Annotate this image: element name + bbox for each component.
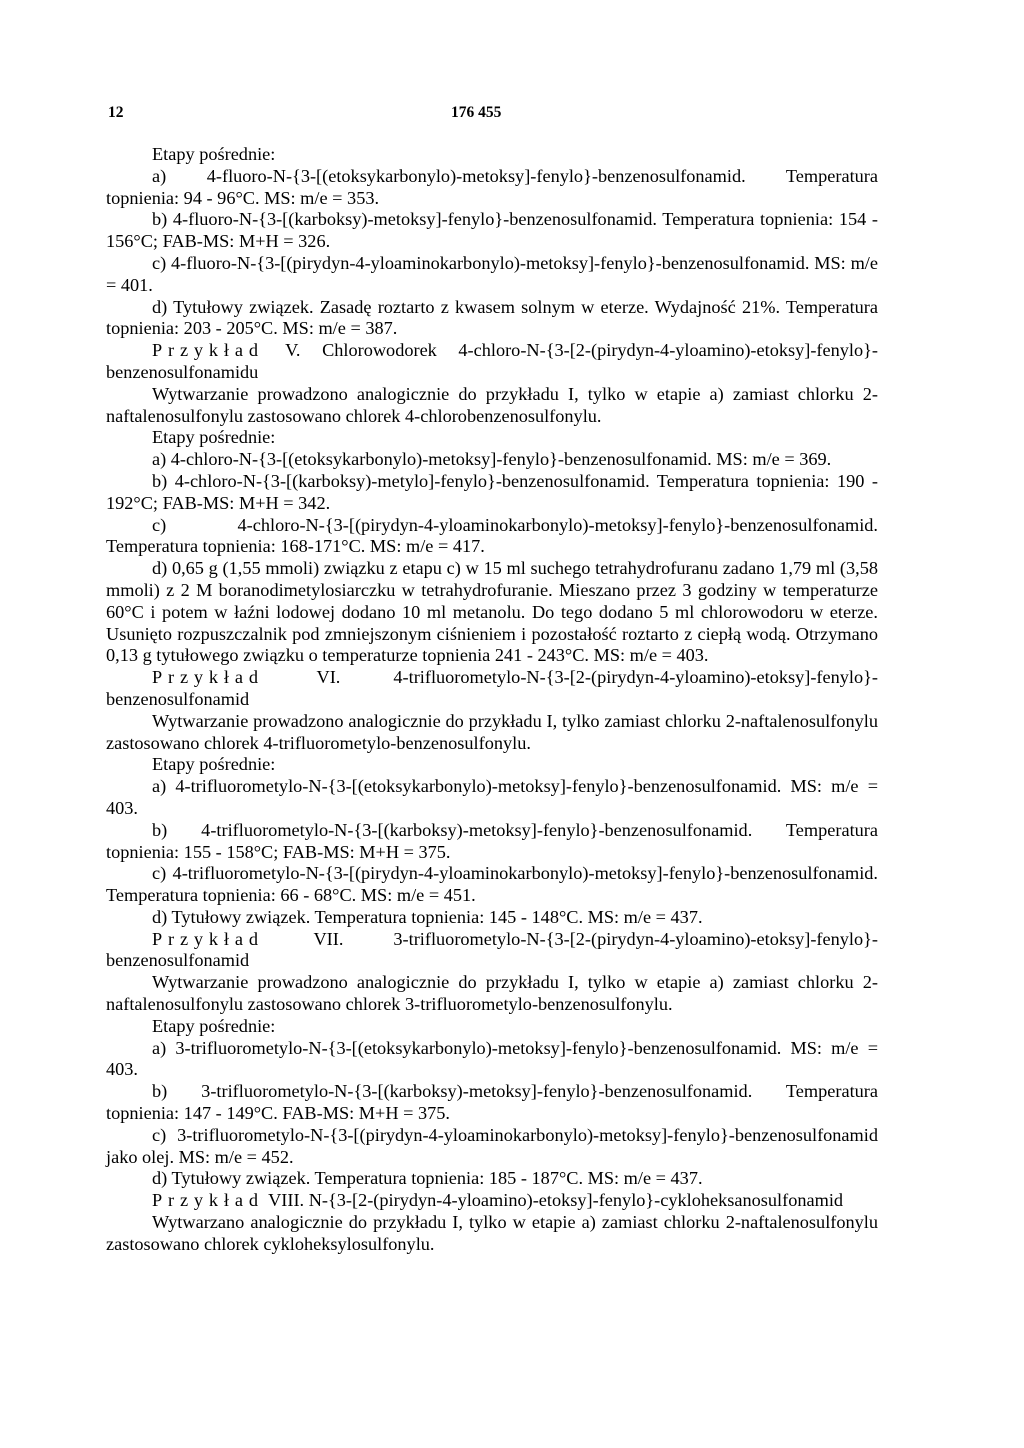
paragraph-text: Etapy pośrednie: <box>152 144 276 164</box>
paragraph <box>106 253 878 297</box>
paragraph-text: b) 3-trifluorometylo-N-{3-[(karboksy)-metoksy]-fenylo}-benzenosulfonamid. Temperatura topnienia: 147 - 149°C. FAB-MS: M+H = 375. <box>106 1081 878 1124</box>
paragraph-text: d) 0,65 g (1,55 mmoli) związku z etapu c) w 15 ml suchego tetrahydrofuranu zadano 1,79 ml (3,58 mmoli) z 2 M boranodimetylosiarczku w tetrahydrofuranie. Mieszano przez 3 godziny w temperaturze 60°C i potem w łaźni lodowej dodano 10 ml metanolu. Do tego dodano 5 ml chlorowodoru w eterze. Usunięto rozpuszczalnik pod zmniejszonym ciśnieniem i pozostałość roztarto z ciepłą wodą. Otrzymano 0,13 g tytułowego związku o temperaturze topnienia 241 - 243°C. MS: m/e = 403. <box>106 558 878 666</box>
example-label: Przykład <box>152 340 264 361</box>
paragraph-text: Etapy pośrednie: <box>152 1015 276 1036</box>
paragraph <box>106 471 878 515</box>
paragraph <box>106 1081 878 1125</box>
patent-number: 176 455 <box>451 104 502 121</box>
example-label: Przykład <box>152 928 264 949</box>
paragraph-text: Etapy pośrednie: <box>152 427 276 448</box>
paragraph-text: b) 4-trifluorometylo-N-{3-[(karboksy)-metoksy]-fenylo}-benzenosulfonamid. Temperatura topnienia: 155 - 158°C; FAB-MS: M+H = 375. <box>106 819 878 862</box>
paragraph <box>106 1125 878 1169</box>
paragraph <box>106 711 878 755</box>
paragraph-text: VII. 3-trifluorometylo-N-{3-[2-(pirydyn-4-yloamino)-etoksy]-fenylo}-benzenosulfonamid <box>106 928 878 971</box>
paragraph-text: Etapy pośrednie: <box>152 754 276 775</box>
paragraph-text: c) 4-chloro-N-{3-[(pirydyn-4-yloaminokarbonylo)-metoksy]-fenylo}-benzenosulfonamid. Temperatura topnienia: 168-171°C. MS: m/e = 417. <box>106 514 878 557</box>
paragraph-text: c) 3-trifluorometylo-N-{3-[(pirydyn-4-yloaminokarbonylo)-metoksy]-fenylo}-benzenosulfonamid jako olej. MS: m/e = 452. <box>106 1124 878 1167</box>
paragraph <box>106 297 878 341</box>
paragraph-text: a) 3-trifluorometylo-N-{3-[(etoksykarbonylo)-metoksy]-fenylo}-benzenosulfonamid. MS: m/e = 403. <box>106 1037 878 1080</box>
paragraph-text: d) Tytułowy związek. Temperatura topnienia: 185 - 187°C. MS: m/e = 437. <box>152 1168 703 1189</box>
document-body <box>106 144 878 1256</box>
paragraph-text: Wytwarzanie prowadzono analogicznie do przykładu I, tylko w etapie a) zamiast chlorku 2-naftalenosulfonylu zastosowano chlorek 4-chlorobenzenosulfonylu. <box>106 383 878 426</box>
paragraph <box>106 754 878 776</box>
paragraph <box>106 776 878 820</box>
example-heading-paragraph <box>106 1190 878 1212</box>
paragraph-text: c) 4-trifluorometylo-N-{3-[(pirydyn-4-yloaminokarbonylo)-metoksy]-fenylo}-benzenosulfonamid. Temperatura topnienia: 66 - 68°C. MS: m/e = 451. <box>106 863 878 906</box>
paragraph <box>106 1168 878 1190</box>
paragraph <box>106 1038 878 1082</box>
paragraph <box>106 1016 878 1038</box>
example-heading-paragraph <box>106 340 878 384</box>
paragraph <box>106 863 878 907</box>
paragraph-text: VIII. N-{3-[2-(pirydyn-4-yloamino)-etoksy]-fenylo}-cykloheksanosulfonamid <box>263 1190 844 1211</box>
paragraph-text: Wytwarzano analogicznie do przykładu I, tylko w etapie a) zamiast chlorku 2-naftalenosulfonylu zastosowano chlorek cykloheksylosulfonylu. <box>106 1212 878 1254</box>
page-number: 12 <box>108 104 124 121</box>
paragraph-text: b) 4-chloro-N-{3-[(karboksy)-metylo]-fenylo}-benzenosulfonamid. Temperatura topnienia: 190 - 192°C; FAB-MS: M+H = 342. <box>106 470 878 513</box>
paragraph-text: d) Tytułowy związek. Temperatura topnienia: 145 - 148°C. MS: m/e = 437. <box>152 906 703 927</box>
paragraph <box>106 449 878 471</box>
paragraph-text: Wytwarzanie prowadzono analogicznie do przykładu I, tylko zamiast chlorku 2-naftalenosulfonylu zastosowano chlorek 4-trifluorometylo-benzenosulfonylu. <box>106 710 878 753</box>
paragraph-text: VI. 4-trifluorometylo-N-{3-[2-(pirydyn-4-yloamino)-etoksy]-fenylo}-benzenosulfonamid <box>106 667 878 709</box>
paragraph <box>106 515 878 559</box>
paragraph <box>106 972 878 1016</box>
paragraph <box>106 166 878 210</box>
paragraph-text: V. Chlorowodorek 4-chloro-N-{3-[2-(pirydyn-4-yloamino)-etoksy]-fenylo}-benzenosulfonamidu <box>106 340 878 382</box>
paragraph-text: c) 4-fluoro-N-{3-[(pirydyn-4-yloaminokarbonylo)-metoksy]-fenylo}-benzenosulfonamid. MS: m/e = 401. <box>106 252 878 295</box>
example-label: Przykład <box>152 667 264 688</box>
paragraph <box>106 558 878 667</box>
paragraph <box>106 907 878 929</box>
paragraph <box>106 1212 878 1256</box>
paragraph <box>106 427 878 449</box>
paragraph-text: d) Tytułowy związek. Zasadę roztarto z kwasem solnym w eterze. Wydajność 21%. Temperatura topnienia: 203 - 205°C. MS: m/e = 387. <box>106 296 878 339</box>
paragraph-text: a) 4-fluoro-N-{3-[(etoksykarbonylo)-metoksy]-fenylo}-benzenosulfonamid. Temperatura topnienia: 94 - 96°C. MS: m/e = 353. <box>106 165 878 208</box>
paragraph <box>106 384 878 428</box>
paragraph-text: a) 4-trifluorometylo-N-{3-[(etoksykarbonylo)-metoksy]-fenylo}-benzenosulfonamid. MS: m/e = 403. <box>106 776 878 818</box>
paragraph <box>106 820 878 864</box>
paragraph-text: Wytwarzanie prowadzono analogicznie do przykładu I, tylko w etapie a) zamiast chlorku 2-naftalenosulfonylu zastosowano chlorek 3-trifluorometylo-benzenosulfonylu. <box>106 972 878 1015</box>
example-heading-paragraph <box>106 667 878 711</box>
page-header <box>108 104 880 126</box>
paragraph-text: b) 4-fluoro-N-{3-[(karboksy)-metoksy]-fenylo}-benzenosulfonamid. Temperatura topnienia: 154 - 156°C; FAB-MS: M+H = 326. <box>106 209 878 252</box>
example-heading-paragraph <box>106 929 878 973</box>
paragraph-text: a) 4-chloro-N-{3-[(etoksykarbonylo)-metoksy]-fenylo}-benzenosulfonamid. MS: m/e = 369. <box>152 449 832 470</box>
paragraph <box>106 144 878 166</box>
example-label: Przykład <box>152 1190 264 1211</box>
paragraph <box>106 209 878 253</box>
